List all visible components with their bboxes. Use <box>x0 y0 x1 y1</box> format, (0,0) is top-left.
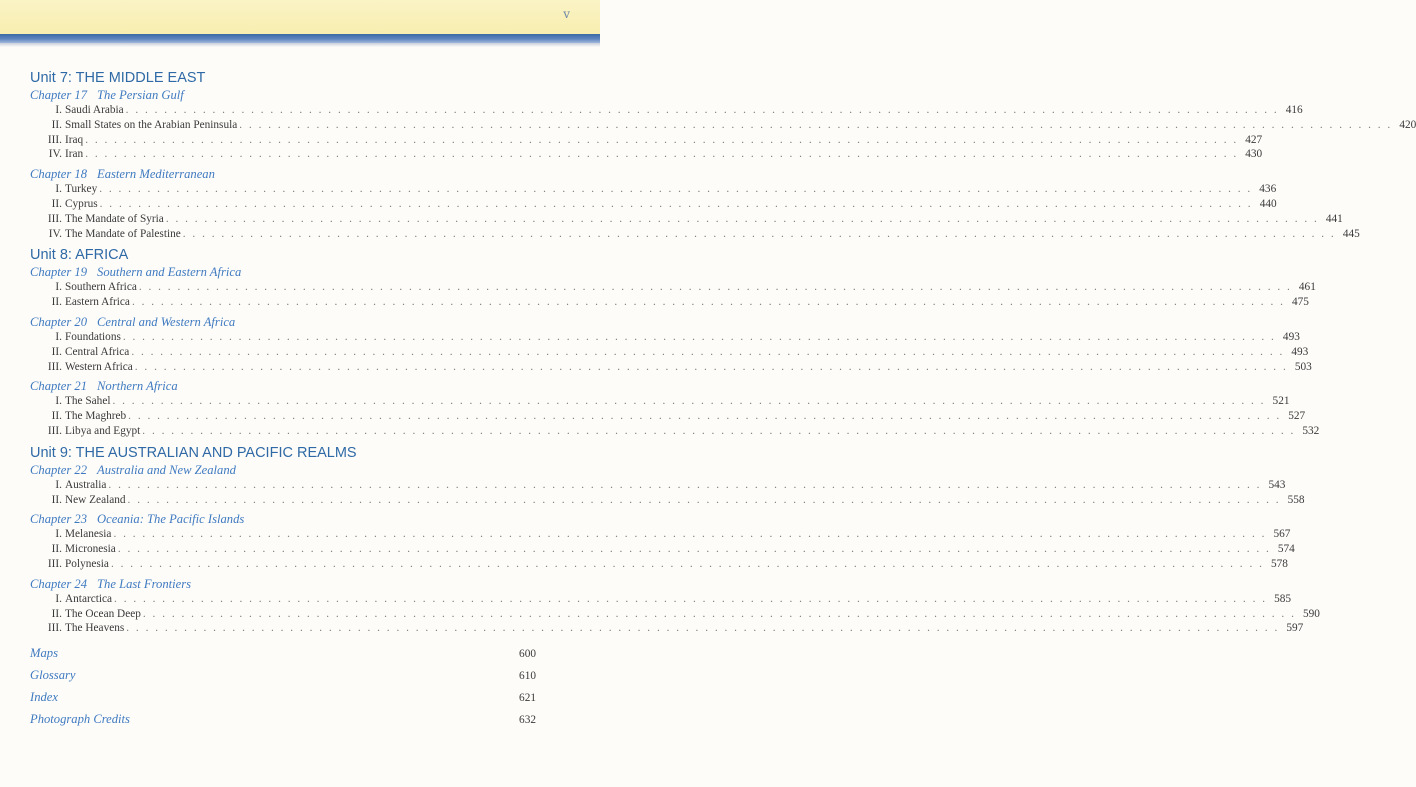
chapter-block <box>30 511 1295 571</box>
dot-leader: . . . . . . . . . . . . . . . . . . . . . . . . . . . . . . . . . . . . . . . . . . . . . . . . . . . . . . . . . . . . . . . . . . . . . . . . . . . . . . . . . . . . . . . . . . . . . . . . . . . . . . . . . . . . . . . . . . . . . . . . <box>165 212 1319 225</box>
section-page: 493 <box>1282 330 1300 343</box>
header-rule <box>0 34 600 43</box>
dot-leader: . . . . . . . . . . . . . . . . . . . . . . . . . . . . . . . . . . . . . . . . . . . . . . . . . . . . . . . . . . . . . . . . . . . . . . . . . . . . . . . . . . . . . . . . . . . . . . . . . . . . . . . . . . . . . . . . . . . . . . . . <box>182 227 1336 240</box>
dot-leader: . . . . . . . . . . . . . . . . . . . . . . . . . . . . . . . . . . . . . . . . . . . . . . . . . . . . . . . . . . . . . . . . . . . . . . . . . . . . . . . . . . . . . . . . . . . . . . . . . . . . . . . . . . . . . . . . . . . . . . . . <box>99 197 1253 210</box>
section-list <box>30 592 1320 636</box>
section-title: The Maghreb <box>65 410 127 423</box>
section-numeral: I. <box>55 183 62 196</box>
section-title: The Mandate of Syria <box>65 212 164 225</box>
section-numeral: II. <box>51 410 62 423</box>
section-page: 543 <box>1268 478 1286 491</box>
section-page: 427 <box>1245 133 1263 146</box>
chapter-label: Chapter 21 <box>30 379 88 394</box>
dot-leader: . . . . . . . . . . . . . . . . . . . . . . . . . . . . . . . . . . . . . . . . . . . . . . . . . . . . . . . . . . . . . . . . . . . . . . . . . . . . . . . . . . . . . . . . . . . . . . . . . . . . . . . . . . . . . . . . . . . . . . . . <box>85 148 1239 161</box>
toc-entry[interactable] <box>30 557 1288 572</box>
chapter-name: Central and Western Africa <box>97 314 236 329</box>
backmatter-list <box>30 642 536 730</box>
section-numeral: III. <box>47 360 62 373</box>
chapter-heading[interactable] <box>30 166 536 182</box>
header-shadow <box>0 43 600 47</box>
toc-entry[interactable] <box>30 182 1277 197</box>
backmatter-page: 600 <box>519 648 536 661</box>
chapter-name: Southern and Eastern Africa <box>97 265 242 280</box>
dot-leader: . . . . . . . . . . . . . . . . . . . . . . . . . . . . . . . . . . . . . . . . . . . . . . . . . . . . . . . . . . . . . . . . . . . . . . . . . . . . . . . . . . . . . . . . . . . . . . . . . . . . . . . . . . . . . . . . . . . . . . . . <box>117 543 1271 556</box>
section-page: 503 <box>1294 360 1312 373</box>
chapter-block <box>30 87 1416 162</box>
dot-leader: . . . . . . . . . . . . . . . . . . . . . . . . . . . . . . . . . . . . . . . . . . . . . . . . . . . . . . . . . . . . . . . . . . . . . . . . . . . . . . . . . . . . . . . . . . . . . . . . . . . . . . . . . . . . . . . . . . . . . . . . <box>142 607 1296 620</box>
chapter-label: Chapter 18 <box>30 167 88 182</box>
section-page: 578 <box>1270 557 1288 570</box>
section-title: The Mandate of Palestine <box>65 227 181 240</box>
chapter-heading[interactable] <box>30 314 536 330</box>
section-numeral: III. <box>47 133 62 146</box>
section-title: Libya and Egypt <box>65 424 141 437</box>
section-list <box>30 182 1360 241</box>
chapter-name: The Persian Gulf <box>97 88 184 102</box>
backmatter-entry[interactable] <box>30 686 536 708</box>
chapter-name: Eastern Mediterranean <box>97 167 215 182</box>
toc-entry[interactable] <box>30 280 1316 295</box>
dot-leader: . . . . . . . . . . . . . . . . . . . . . . . . . . . . . . . . . . . . . . . . . . . . . . . . . . . . . . . . . . . . . . . . . . . . . . . . . . . . . . . . . . . . . . . . . . . . . . . . . . . . . . . . . . . . . . . . . . . . . . . . <box>131 345 1285 358</box>
unit-heading[interactable]: Unit 7: THE MIDDLE EAST <box>30 70 206 86</box>
section-page: 430 <box>1245 148 1263 161</box>
dot-leader: . . . . . . . . . . . . . . . . . . . . . . . . . . . . . . . . . . . . . . . . . . . . . . . . . . . . . . . . . . . . . . . . . . . . . . . . . . . . . . . . . . . . . . . . . . . . . . . . . . . . . . . . . . . . . . . . . . . . . . . . <box>108 478 1262 491</box>
toc-entry[interactable] <box>30 212 1343 227</box>
section-page: 558 <box>1287 493 1305 506</box>
unit-heading[interactable]: Unit 8: AFRICA <box>30 247 129 264</box>
page-number: v <box>563 7 570 21</box>
dot-leader: . . . . . . . . . . . . . . . . . . . . . . . . . . . . . . . . . . . . . . . . . . . . . . . . . . . . . . . . . . . . . . . . . . . . . . . . . . . . . . . . . . . . . . . . . . . . . . . . . . . . . . . . . . . . . . . . . . . . . . . . <box>99 183 1253 196</box>
chapter-label: Chapter 23 <box>30 512 88 527</box>
section-numeral: IV. <box>48 227 62 240</box>
toc-entry[interactable] <box>30 478 1286 493</box>
section-numeral: II. <box>51 345 62 358</box>
section-page: 532 <box>1302 424 1320 437</box>
section-numeral: I. <box>55 592 62 605</box>
dot-leader: . . . . . . . . . . . . . . . . . . . . . . . . . . . . . . . . . . . . . . . . . . . . . . . . . . . . . . . . . . . . . . . . . . . . . . . . . . . . . . . . . . . . . . . . . . . . . . . . . . . . . . . . . . . . . . . . . . . . . . . . <box>131 296 1285 309</box>
toc-entry[interactable] <box>30 527 1291 542</box>
section-page: 440 <box>1259 197 1277 210</box>
section-list <box>30 478 1305 508</box>
section-title: Cyprus <box>65 197 98 210</box>
chapter-heading[interactable] <box>30 264 536 280</box>
chapter-label: Chapter 22 <box>30 462 88 477</box>
section-page: 436 <box>1259 183 1277 196</box>
section-title: Iran <box>65 148 84 161</box>
section-page: 567 <box>1273 528 1291 541</box>
toc-entry[interactable] <box>30 330 1300 345</box>
section-page: 441 <box>1325 212 1343 225</box>
chapter-heading[interactable] <box>30 87 536 103</box>
section-numeral: II. <box>51 118 62 131</box>
chapter-name: Oceania: The Pacific Islands <box>97 512 245 527</box>
dot-leader: . . . . . . . . . . . . . . . . . . . . . . . . . . . . . . . . . . . . . . . . . . . . . . . . . . . . . . . . . . . . . . . . . . . . . . . . . . . . . . . . . . . . . . . . . . . . . . . . . . . . . . . . . . . . . . . . . . . . . . . . <box>127 493 1281 506</box>
toc-entry[interactable] <box>30 621 1304 636</box>
backmatter-label: Maps <box>30 646 58 661</box>
section-title: Southern Africa <box>65 281 137 294</box>
section-page: 597 <box>1286 622 1304 635</box>
section-numeral: I. <box>55 528 62 541</box>
section-title: Turkey <box>65 183 98 196</box>
section-page: 574 <box>1277 543 1295 556</box>
section-title: Micronesia <box>65 543 116 556</box>
dot-leader: . . . . . . . . . . . . . . . . . . . . . . . . . . . . . . . . . . . . . . . . . . . . . . . . . . . . . . . . . . . . . . . . . . . . . . . . . . . . . . . . . . . . . . . . . . . . . . . . . . . . . . . . . . . . . . . . . . . . . . . . <box>126 622 1280 635</box>
section-title: Western Africa <box>65 360 133 373</box>
section-title: Iraq <box>65 133 84 146</box>
toc-entry[interactable] <box>30 103 1303 118</box>
section-numeral: III. <box>47 622 62 635</box>
section-title: The Sahel <box>65 395 111 408</box>
chapter-block <box>30 378 1320 438</box>
chapter-label: Chapter 17 <box>30 88 88 102</box>
dot-leader: . . . . . . . . . . . . . . . . . . . . . . . . . . . . . . . . . . . . . . . . . . . . . . . . . . . . . . . . . . . . . . . . . . . . . . . . . . . . . . . . . . . . . . . . . . . . . . . . . . . . . . . . . . . . . . . . . . . . . . . . <box>114 592 1268 605</box>
section-numeral: IV. <box>48 148 62 161</box>
dot-leader: . . . . . . . . . . . . . . . . . . . . . . . . . . . . . . . . . . . . . . . . . . . . . . . . . . . . . . . . . . . . . . . . . . . . . . . . . . . . . . . . . . . . . . . . . . . . . . . . . . . . . . . . . . . . . . . . . . . . . . . . <box>134 360 1288 373</box>
backmatter-label: Photograph Credits <box>30 712 130 727</box>
section-page: 590 <box>1302 607 1320 620</box>
chapter-label: Chapter 20 <box>30 314 88 329</box>
toc-entry[interactable] <box>30 360 1312 375</box>
section-numeral: III. <box>47 212 62 225</box>
chapter-name: Australia and New Zealand <box>97 462 236 477</box>
chapter-block <box>30 166 1360 241</box>
toc-entry[interactable] <box>30 118 1416 133</box>
chapter-label: Chapter 24 <box>30 576 88 591</box>
section-title: Small States on the Arabian Peninsula <box>65 118 238 131</box>
toc-entry[interactable] <box>30 424 1320 439</box>
table-of-contents <box>30 66 1416 730</box>
section-numeral: II. <box>51 296 62 309</box>
toc-entry[interactable] <box>30 542 1295 557</box>
toc-entry[interactable] <box>30 197 1277 212</box>
header-band <box>0 0 600 34</box>
section-title: The Heavens <box>65 622 125 635</box>
chapter-heading[interactable] <box>30 511 536 527</box>
backmatter-page: 610 <box>519 670 536 683</box>
backmatter-page: 621 <box>519 692 536 705</box>
chapter-label: Chapter 19 <box>30 265 88 280</box>
section-page: 493 <box>1291 345 1309 358</box>
toc-entry[interactable] <box>30 607 1320 622</box>
section-page: 521 <box>1272 395 1290 408</box>
section-title: Central Africa <box>65 345 130 358</box>
section-list <box>30 280 1316 310</box>
chapter-block <box>30 314 1312 374</box>
toc-entry[interactable] <box>30 493 1305 508</box>
chapter-block <box>30 462 1305 508</box>
dot-leader: . . . . . . . . . . . . . . . . . . . . . . . . . . . . . . . . . . . . . . . . . . . . . . . . . . . . . . . . . . . . . . . . . . . . . . . . . . . . . . . . . . . . . . . . . . . . . . . . . . . . . . . . . . . . . . . . . . . . . . . . <box>125 104 1279 116</box>
unit-heading[interactable]: Unit 9: THE AUSTRALIAN AND PACIFIC REALMS <box>30 444 357 461</box>
chapter-name: The Last Frontiers <box>97 576 192 591</box>
section-page: 420 <box>1399 118 1416 131</box>
section-numeral: III. <box>47 424 62 437</box>
toc-entry[interactable] <box>30 592 1292 607</box>
section-numeral: II. <box>51 197 62 210</box>
toc-entry[interactable] <box>30 227 1360 242</box>
dot-leader: . . . . . . . . . . . . . . . . . . . . . . . . . . . . . . . . . . . . . . . . . . . . . . . . . . . . . . . . . . . . . . . . . . . . . . . . . . . . . . . . . . . . . . . . . . . . . . . . . . . . . . . . . . . . . . . . . . . . . . . . <box>112 395 1266 408</box>
section-numeral: I. <box>55 395 62 408</box>
dot-leader: . . . . . . . . . . . . . . . . . . . . . . . . . . . . . . . . . . . . . . . . . . . . . . . . . . . . . . . . . . . . . . . . . . . . . . . . . . . . . . . . . . . . . . . . . . . . . . . . . . . . . . . . . . . . . . . . . . . . . . . . <box>113 528 1267 541</box>
section-title: Melanesia <box>65 528 112 541</box>
toc-entry[interactable] <box>30 147 1263 162</box>
chapter-name: Northern Africa <box>97 379 178 394</box>
section-page: 585 <box>1274 592 1292 605</box>
section-numeral: III. <box>47 557 62 570</box>
section-list <box>30 394 1320 438</box>
toc-entry[interactable] <box>30 394 1290 409</box>
dot-leader: . . . . . . . . . . . . . . . . . . . . . . . . . . . . . . . . . . . . . . . . . . . . . . . . . . . . . . . . . . . . . . . . . . . . . . . . . . . . . . . . . . . . . . . . . . . . . . . . . . . . . . . . . . . . . . . . . . . . . . . . <box>122 330 1276 343</box>
section-list <box>30 103 1416 162</box>
section-numeral: I. <box>55 478 62 491</box>
chapter-heading[interactable] <box>30 576 536 592</box>
section-page: 461 <box>1298 281 1316 294</box>
section-title: New Zealand <box>65 493 126 506</box>
section-title: Saudi Arabia <box>65 104 124 116</box>
section-numeral: I. <box>55 104 62 116</box>
toc-entry[interactable] <box>30 345 1309 360</box>
chapter-block <box>30 576 1320 636</box>
toc-entry[interactable] <box>30 295 1309 310</box>
chapter-block <box>30 264 1316 310</box>
backmatter-label: Index <box>30 690 58 705</box>
section-list <box>30 330 1312 374</box>
backmatter-entry[interactable] <box>30 642 536 664</box>
dot-leader: . . . . . . . . . . . . . . . . . . . . . . . . . . . . . . . . . . . . . . . . . . . . . . . . . . . . . . . . . . . . . . . . . . . . . . . . . . . . . . . . . . . . . . . . . . . . . . . . . . . . . . . . . . . . . . . . . . . . . . . . <box>85 133 1239 146</box>
backmatter-page: 632 <box>519 714 536 727</box>
section-title: Foundations <box>65 330 121 343</box>
backmatter-entry[interactable] <box>30 708 536 730</box>
section-numeral: II. <box>51 543 62 556</box>
section-page: 475 <box>1291 296 1309 309</box>
dot-leader: . . . . . . . . . . . . . . . . . . . . . . . . . . . . . . . . . . . . . . . . . . . . . . . . . . . . . . . . . . . . . . . . . . . . . . . . . . . . . . . . . . . . . . . . . . . . . . . . . . . . . . . . . . . . . . . . . . . . . . . . <box>110 557 1264 570</box>
section-title: Australia <box>65 478 107 491</box>
section-numeral: I. <box>55 281 62 294</box>
backmatter-entry[interactable] <box>30 664 536 686</box>
section-numeral: I. <box>55 330 62 343</box>
section-numeral: II. <box>51 607 62 620</box>
chapter-heading[interactable] <box>30 462 536 478</box>
section-page: 445 <box>1342 227 1360 240</box>
dot-leader: . . . . . . . . . . . . . . . . . . . . . . . . . . . . . . . . . . . . . . . . . . . . . . . . . . . . . . . . . . . . . . . . . . . . . . . . . . . . . . . . . . . . . . . . . . . . . . . . . . . . . . . . . . . . . . . . . . . . . . . . <box>128 410 1282 423</box>
section-title: Eastern Africa <box>65 296 130 309</box>
section-page: 416 <box>1285 104 1303 116</box>
section-title: Antarctica <box>65 592 113 605</box>
section-title: Polynesia <box>65 557 109 570</box>
dot-leader: . . . . . . . . . . . . . . . . . . . . . . . . . . . . . . . . . . . . . . . . . . . . . . . . . . . . . . . . . . . . . . . . . . . . . . . . . . . . . . . . . . . . . . . . . . . . . . . . . . . . . . . . . . . . . . . . . . . . . . . . <box>239 118 1393 131</box>
section-list <box>30 527 1295 571</box>
backmatter-label: Glossary <box>30 668 76 683</box>
dot-leader: . . . . . . . . . . . . . . . . . . . . . . . . . . . . . . . . . . . . . . . . . . . . . . . . . . . . . . . . . . . . . . . . . . . . . . . . . . . . . . . . . . . . . . . . . . . . . . . . . . . . . . . . . . . . . . . . . . . . . . . . <box>138 281 1292 294</box>
section-page: 527 <box>1288 410 1306 423</box>
toc-entry[interactable] <box>30 133 1263 148</box>
section-title: The Ocean Deep <box>65 607 141 620</box>
section-numeral: II. <box>51 493 62 506</box>
chapter-heading[interactable] <box>30 378 536 394</box>
toc-entry[interactable] <box>30 409 1306 424</box>
dot-leader: . . . . . . . . . . . . . . . . . . . . . . . . . . . . . . . . . . . . . . . . . . . . . . . . . . . . . . . . . . . . . . . . . . . . . . . . . . . . . . . . . . . . . . . . . . . . . . . . . . . . . . . . . . . . . . . . . . . . . . . . <box>142 424 1296 437</box>
